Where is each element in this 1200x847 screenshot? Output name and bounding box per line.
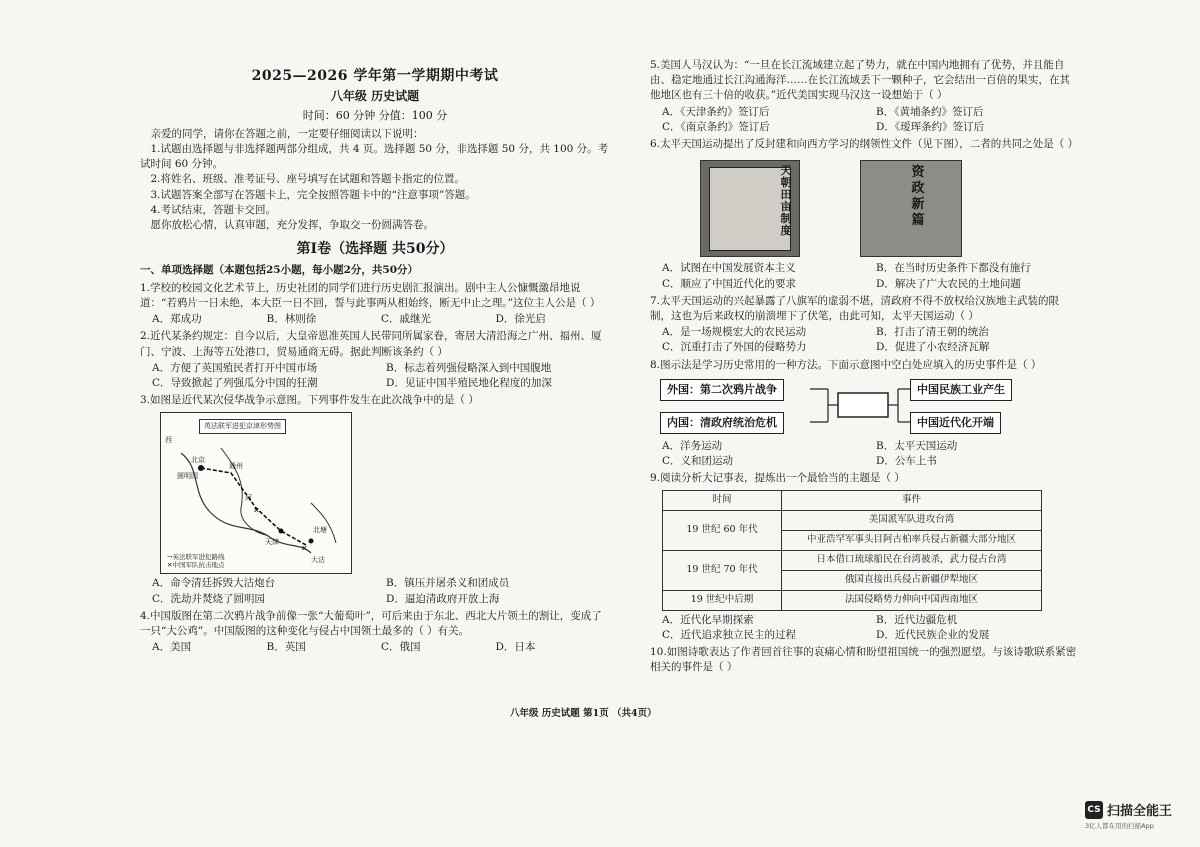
- option: A．试图在中国发展资本主义: [662, 262, 796, 275]
- image-1-title: 天朝田亩制度: [780, 164, 792, 238]
- question-3-options: [152, 576, 610, 606]
- option: A．方便了英国殖民者打开中国市场: [152, 361, 318, 374]
- svg-text:✕: ✕: [253, 506, 260, 516]
- table-cell-event: 美国派军队进攻台湾: [782, 510, 1042, 530]
- option: B．太平天国运动: [876, 439, 958, 452]
- map-label: 天津: [265, 538, 279, 547]
- table-row: [663, 590, 1042, 610]
- legend-route: →英法联军进犯路线: [167, 552, 225, 561]
- question-4-stem: 4.中国版图在第二次鸦片战争前像一张“大葡萄叶”，可后来由于东北、西北大片领土的割让，变成了一只“大公鸡”。中国版图的这种变化与侵占中国领土最多的（ ）有关。: [140, 609, 602, 638]
- option: B．《黄埔条约》签订后: [876, 105, 984, 118]
- option: C．戚继光: [381, 313, 432, 326]
- table-cell-event: 法国侵略势力伸向中国西南地区: [782, 590, 1042, 610]
- option: D．公车上书: [876, 455, 937, 468]
- option: A．郑成功: [152, 313, 202, 326]
- table-cell-time: 19 世纪 70 年代: [663, 550, 782, 590]
- table-cell-event: 日本借口琉球船民在台湾被杀，武力侵占台湾: [782, 550, 1042, 570]
- intro-rule-4: 4.考试结束，答题卡交回。: [150, 203, 277, 216]
- svg-text:✕: ✕: [301, 544, 308, 554]
- intro-wish: 愿你放松心情，认真审题，充分发挥，争取交一份圆满答卷。: [150, 218, 434, 231]
- table-header: 时间: [663, 490, 782, 510]
- map-legend: [167, 554, 224, 570]
- question-1-stem: 1.学校的校园文化艺术节上，历史社团的同学们进行历史剧汇报演出。剧中主人公慷慨激昂地说道：“若鸦片一日未绝，本大臣一日不回，誓与此事两从相始终，断无中止之理。”这位主人公是（ ）: [140, 281, 601, 309]
- map-drawing: [161, 413, 351, 573]
- map-label: 北京: [191, 456, 205, 465]
- question-9-options: [662, 613, 1080, 643]
- legend-resistance: ✕中国军队抗击地点: [167, 560, 225, 569]
- question-8-options: [662, 439, 1080, 469]
- map-label: 西: [165, 436, 172, 445]
- question-7-stem: 7.太平天国运动的兴起暴露了八旗军的虚弱不堪，清政府不得不放权给汉族地主武装的限制，这也为后来政权的崩溃埋下了伏笔，由此可知，太平天国运动（ ）: [650, 294, 1060, 322]
- option: D．日本: [495, 641, 536, 654]
- option: A．近代化早期探索: [662, 613, 754, 626]
- question-4-options: [152, 640, 610, 655]
- option: C．义和团运动: [662, 455, 734, 468]
- exam-title: 2025—2026 学年第一学期期中考试: [251, 68, 499, 84]
- table-row: [663, 550, 1042, 570]
- option: A．《天津条约》签订后: [662, 105, 770, 118]
- option: B．打击了清王朝的统治: [876, 326, 989, 339]
- question-5-options: [662, 105, 1080, 135]
- question-8-diagram: [660, 377, 1070, 437]
- intro-rule-1: 1.试题由选择题与非选择题两部分组成，共 4 页。选择题 50 分，非选择题 50 分，共 100 分。考试时间 60 分钟。: [140, 142, 609, 171]
- option: D．近代民族企业的发展: [876, 628, 990, 641]
- scanner-watermark: [1085, 800, 1172, 830]
- option: C．《南京条约》签订后: [662, 120, 770, 133]
- right-column: [650, 58, 1080, 675]
- intro-rule-3: 3.试题答案全部写在答题卡上，完全按照答题卡中的“注意事项”答题。: [150, 188, 476, 201]
- option: B．英国: [266, 641, 306, 654]
- question-9-table: [662, 490, 1042, 611]
- option: A．是一场规模宏大的农民运动: [662, 326, 807, 339]
- diagram-box-industry: 中国民族工业产生: [910, 379, 1012, 401]
- question-9-stem: 9.阅读分析大记事表，提炼出一个最恰当的主题是（ ）: [650, 472, 905, 485]
- question-7-options: [662, 325, 1080, 355]
- option: C．俄国: [381, 641, 421, 654]
- option: D．《瑷珲条约》签订后: [876, 120, 985, 133]
- option: C．顺应了中国近代化的要求: [662, 277, 797, 290]
- page-footer: 八年级 历史试题 第1页 （共4页）: [510, 708, 657, 719]
- brand-name: 扫描全能王: [1107, 804, 1173, 819]
- option: A．命令清廷拆毁大沽炮台: [152, 577, 276, 590]
- question-3-stem: 3.如图是近代某次侵华战争示意图。下列事件发生在此次战争中的是（ ）: [140, 394, 479, 407]
- section-part: 一、单项选择题（本题包括25小题，每小题2分，共50分）: [140, 264, 419, 277]
- tianchao-tianmu-document-image: [700, 160, 800, 257]
- option: C．洗劫并焚烧了圆明园: [152, 592, 266, 605]
- map-label: 河: [245, 494, 252, 503]
- option: D．逼迫清政府开放上海: [386, 592, 500, 605]
- diagram-box-modernization: 中国近代化开端: [910, 412, 1001, 434]
- table-cell-time: 19 世纪中后期: [663, 590, 782, 610]
- diagram-box-foreign: 外国：第二次鸦片战争: [660, 379, 784, 401]
- question-5-stem: 5.美国人马汉认为：“一旦在长江流域建立起了势力，就在中国内地拥有了优势，并且能自由、稳定地通过长江沟通海洋……在长江流域丢下一颗种子，它会结出一百倍的果实，在其他地区也有三十倍的收获。”近代美国实现马汉这一设想始于（ ）: [650, 59, 1070, 102]
- table-cell-event: 中亚浩罕军事头目阿古柏率兵侵占新疆大部分地区: [782, 530, 1042, 550]
- table-cell-event: 俄国直接出兵侵占新疆伊犁地区: [782, 570, 1042, 590]
- exam-subtitle: 八年级 历史试题: [330, 89, 420, 104]
- option: C．导致掀起了列强瓜分中国的狂潮: [152, 376, 318, 389]
- image-2-title: 资政新篇: [911, 165, 925, 229]
- question-2-stem: 2.近代某条约规定：自今以后，大皇帝恩准英国人民带同所属家眷，寄居大清沿海之广州、福州、厦门、宁波、上海等五处港口，贸易通商无碍。据此判断该条约（ ）: [140, 330, 602, 358]
- map-label: 北塘: [313, 526, 327, 535]
- question-8-stem: 8.图示法是学习历史常用的一种方法。下面示意图中空白处应填入的历史事件是（ ）: [650, 358, 1042, 371]
- intro-rule-2: 2.将姓名、班级、准考证号、座号填写在试题和答题卡指定的位置。: [150, 173, 466, 186]
- camscanner-logo-icon: CS: [1085, 801, 1103, 819]
- option: B．标志着列强侵略深入到中国腹地: [386, 361, 552, 374]
- question-6-stem: 6.太平天国运动提出了反封建和向西方学习的纲领性文件（见下图），二者的共同之处是（ ）: [650, 138, 1079, 151]
- table-header-row: [663, 490, 1042, 510]
- option: D．见证中国半殖民地化程度的加深: [386, 376, 552, 389]
- section-heading: 第Ⅰ卷（选择题 共50分）: [296, 241, 454, 258]
- question-6-options: [662, 261, 1080, 291]
- zizheng-xinpian-document-image: [860, 160, 962, 257]
- option: C．近代追求独立民主的过程: [662, 628, 797, 641]
- brand-tagline: 3亿人都在用的扫描App: [1085, 822, 1154, 830]
- option: B．林则徐: [266, 313, 317, 326]
- option: D．促进了小农经济瓦解: [876, 341, 990, 354]
- exam-time: 时间：60 分钟 分值：100 分: [302, 108, 448, 122]
- map-label: 通州: [229, 462, 243, 471]
- option: A．洋务运动: [662, 439, 723, 452]
- option: D．解决了广大农民的土地问题: [876, 277, 1021, 290]
- war-map: [160, 412, 352, 574]
- left-column: [140, 58, 610, 656]
- question-6-images: [700, 160, 1080, 257]
- intro-greeting: 亲爱的同学，请你在答题之前，一定要仔细阅读以下说明：: [150, 127, 424, 140]
- option: B．镇压并屠杀义和团成员: [386, 577, 510, 590]
- map-title: 英法联军进犯京津形势图: [199, 419, 286, 433]
- table-header: 事件: [782, 490, 1042, 510]
- option: B．在当时历史条件下都没有施行: [876, 262, 1031, 275]
- option: D．徐光启: [495, 313, 546, 326]
- question-2-options: [152, 361, 610, 391]
- diagram-box-domestic: 内国：清政府统治危机: [660, 412, 784, 434]
- question-10-stem: 10.如图诗歌表达了作者回首往事的哀痛心情和盼望祖国统一的强烈愿望。与该诗歌联系紧密相关的事件是（ ）: [650, 645, 1077, 674]
- option: C．沉重打击了外国的侵略势力: [662, 341, 807, 354]
- option: A．美国: [152, 641, 192, 654]
- table-cell-time: 19 世纪 60 年代: [663, 510, 782, 550]
- option: B．近代边疆危机: [876, 613, 958, 626]
- table-row: [663, 510, 1042, 530]
- map-label: 圆明园: [177, 472, 198, 481]
- map-label: 大沽: [311, 556, 325, 565]
- question-1-options: [152, 312, 610, 327]
